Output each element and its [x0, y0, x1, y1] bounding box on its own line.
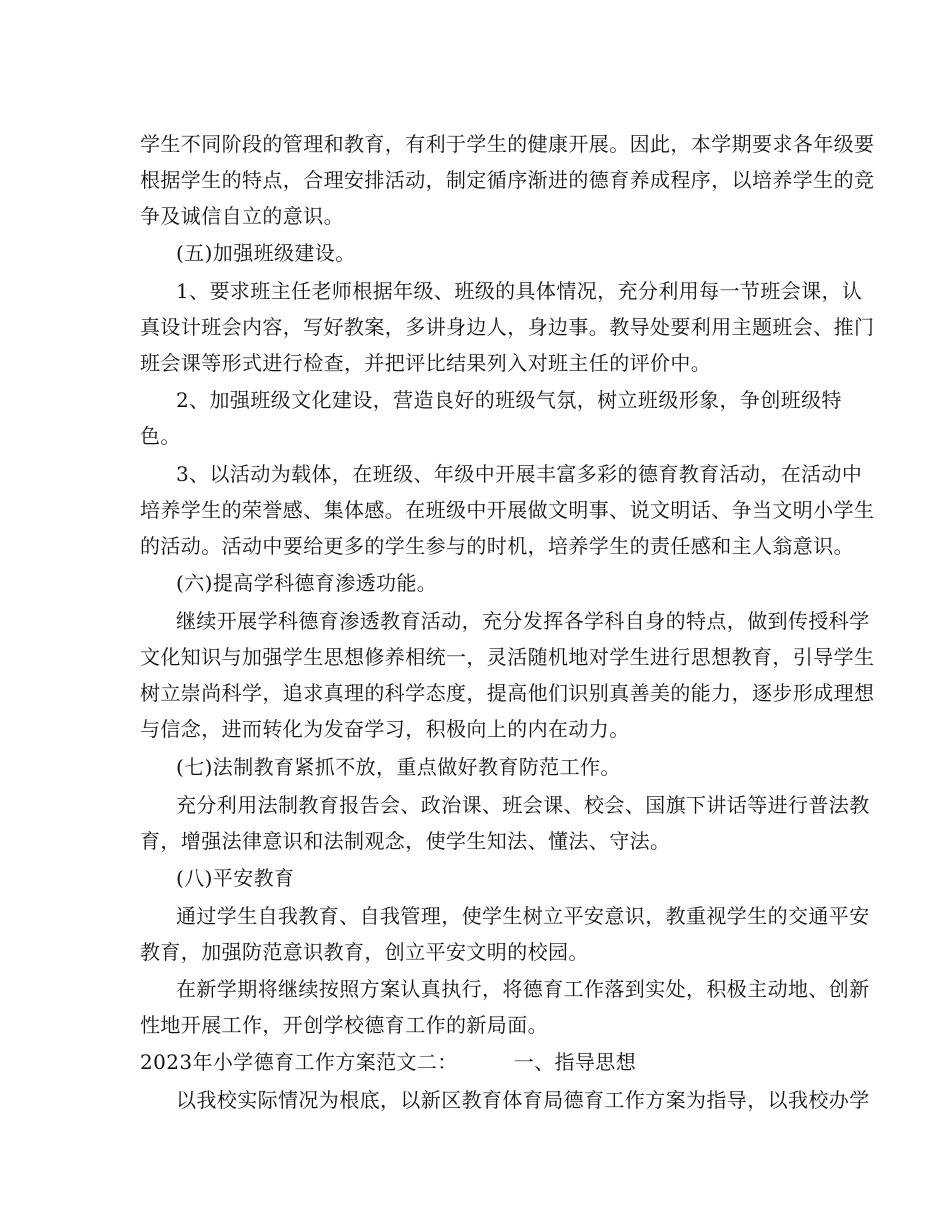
text-line: 的活动。活动中要给更多的学生参与的时机，培养学生的责任感和主人翁意识。 [140, 534, 854, 558]
section-heading: (六)提高学科德育渗透功能。 [176, 571, 438, 595]
sub-document-heading [140, 1048, 636, 1076]
text-line: 1、要求班主任老师根据年级、班级的具体情况，充分利用每一节班会课，认 [176, 279, 863, 303]
text-line: 以我校实际情况为根底，以新区教育体育局德育工作方案为指导，以我校办学 [176, 1088, 870, 1112]
text-line: 3、以活动为载体，在班级、年级中开展丰富多彩的德育教育活动，在活动中 [176, 462, 863, 486]
text-line: 争及诚信自立的意识。 [140, 204, 344, 228]
text-line: 真设计班会内容，写好教案，多讲身边人，身边事。教导处要利用主题班会、推门 [140, 315, 875, 339]
text-line: 根据学生的特点，合理安排活动，制定循序渐进的德育养成程序，以培养学生的竞 [140, 168, 875, 192]
text-line: 教育，加强防范意识教育，创立平安文明的校园。 [140, 940, 589, 964]
section-heading: (五)加强班级建设。 [176, 241, 356, 265]
text-line: 培养学生的荣誉感、集体感。在班级中开展做文明事、说文明话、争当文明小学生 [140, 498, 875, 522]
heading-section: 一、指导思想 [513, 1050, 637, 1074]
text-line: 色。 [140, 424, 181, 448]
text-line: 树立崇尚科学，追求真理的科学态度，提高他们识别真善美的能力，逐步形成理想 [140, 681, 875, 705]
text-line: 充分利用法制教育报告会、政治课、班会课、校会、国旗下讲话等进行普法教 [176, 793, 870, 817]
text-line: 与信念，进而转化为发奋学习，积极向上的内在动力。 [140, 717, 630, 741]
text-line: 文化知识与加强学生思想修养相统一，灵活随机地对学生进行思想教育，引导学生 [140, 645, 875, 669]
text-line: 在新学期将继续按照方案认真执行，将德育工作落到实处，积极主动地、创新 [176, 977, 870, 1001]
section-heading: (七)法制教育紧抓不放，重点做好教育防范工作。 [176, 755, 621, 779]
heading-title: 2023年小学德育工作方案范文二： [140, 1050, 458, 1074]
section-heading: (八)平安教育 [176, 866, 295, 890]
text-line: 通过学生自我教育、自我管理，使学生树立平安意识，教重视学生的交通平安 [176, 904, 870, 928]
text-line: 学生不同阶段的管理和教育，有利于学生的健康开展。因此，本学期要求各年级要 [140, 132, 875, 156]
text-line: 班会课等形式进行检查，并把评比结果列入对班主任的评价中。 [140, 351, 712, 375]
text-line: 性地开展工作，开创学校德育工作的新局面。 [140, 1013, 548, 1037]
text-line: 2、加强班级文化建设，营造良好的班级气氛，树立班级形象，争创班级特 [176, 388, 842, 412]
text-line: 育，增强法律意识和法制观念，使学生知法、懂法、守法。 [140, 829, 671, 853]
text-line: 继续开展学科德育渗透教育活动，充分发挥各学科自身的特点，做到传授科学 [176, 609, 870, 633]
